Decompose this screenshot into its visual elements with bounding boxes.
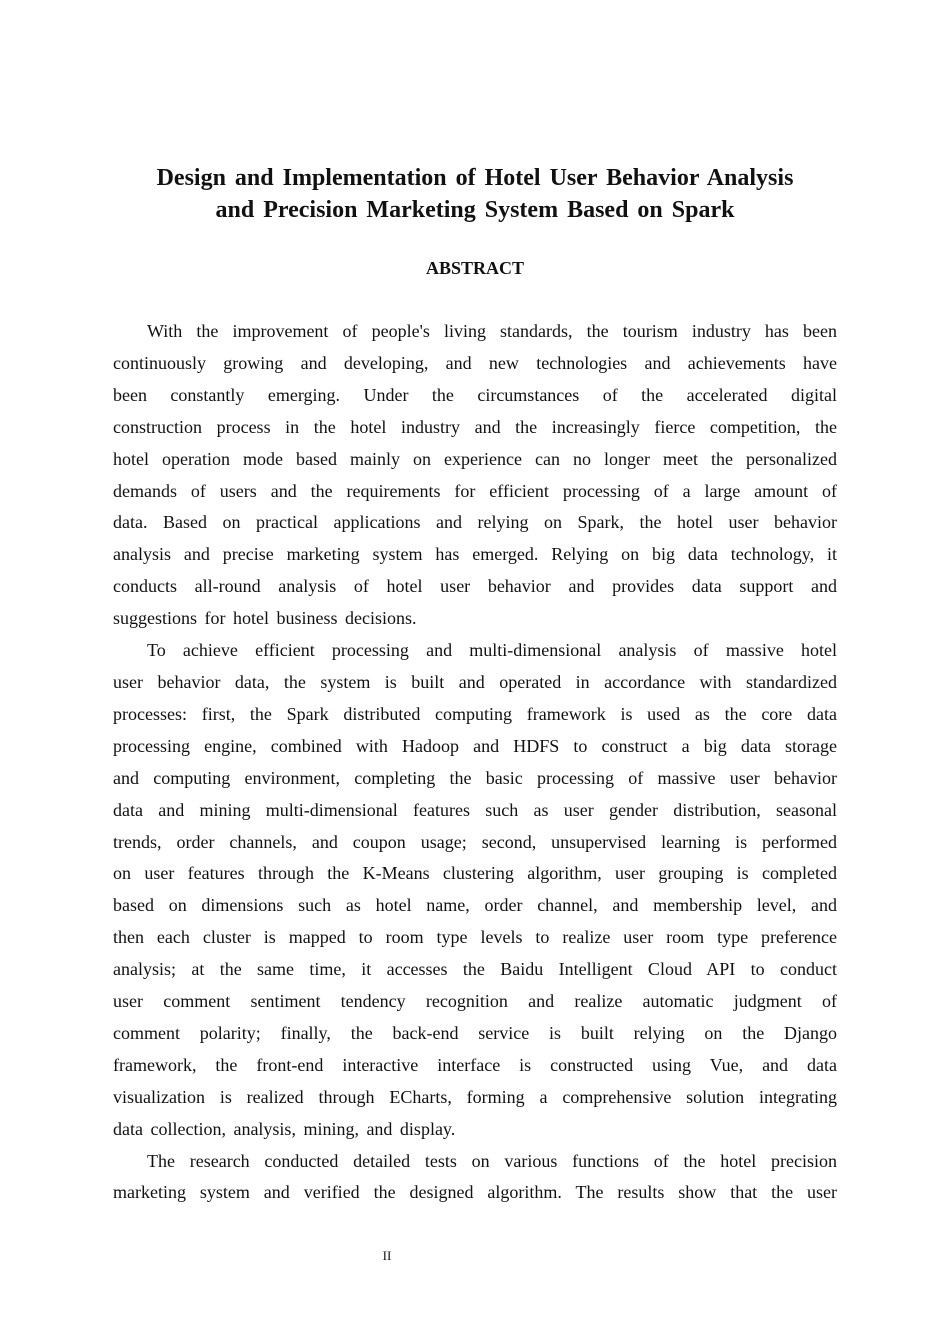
text-line: processes: first, the Spark distributed computing framework is used as the core data — [113, 703, 837, 724]
text-line: comment polarity; finally, the back-end service is built relying on the Django — [113, 1022, 837, 1043]
page-number: II — [382, 1248, 392, 1263]
paper-title-line-2: and Precision Marketing System Based on Spark — [215, 197, 735, 223]
text-line: hotel operation mode based mainly on experience can no longer meet the personalized — [113, 448, 837, 469]
text-line: data collection, analysis, mining, and display. — [113, 1118, 456, 1139]
text-line: data and mining multi-dimensional features such as user gender distribution, seasonal — [113, 799, 837, 820]
text-line: construction process in the hotel industry and the increasingly fierce competition, the — [113, 416, 837, 437]
text-line: then each cluster is mapped to room type levels to realize user room type preference — [113, 927, 837, 948]
abstract-paragraph-1 — [113, 316, 837, 635]
abstract-paragraph-2 — [113, 635, 837, 1146]
text-line: analysis and precise marketing system has emerged. Relying on big data technology, it — [113, 544, 837, 565]
text-line: demands of users and the requirements for efficient processing of a large amount of — [113, 480, 837, 501]
text-line: on user features through the K-Means clustering algorithm, user grouping is completed — [113, 863, 837, 884]
text-line: user comment sentiment tendency recognition and realize automatic judgment of — [113, 991, 837, 1012]
text-line: trends, order channels, and coupon usage; second, unsupervised learning is performed — [113, 831, 837, 852]
text-line: been constantly emerging. Under the circumstances of the accelerated digital — [113, 384, 837, 405]
text-line: continuously growing and developing, and new technologies and achievements have — [113, 352, 837, 373]
abstract-heading: ABSTRACT — [425, 258, 525, 278]
text-line: based on dimensions such as hotel name, order channel, and membership level, and — [113, 895, 837, 916]
abstract-body — [113, 316, 837, 1209]
text-line: To achieve efficient processing and multi-dimensional analysis of massive hotel — [147, 640, 837, 661]
text-line: visualization is realized through ECharts, forming a comprehensive solution integrating — [113, 1086, 837, 1107]
paper-title — [110, 162, 840, 226]
text-line: framework, the front-end interactive interface is constructed using Vue, and data — [113, 1054, 837, 1075]
text-line: suggestions for hotel business decisions. — [113, 608, 417, 629]
text-line: marketing system and verified the designed algorithm. The results show that the user — [113, 1182, 837, 1203]
text-line: With the improvement of people's living standards, the tourism industry has been — [147, 321, 837, 341]
text-line: data. Based on practical applications and relying on Spark, the hotel user behavior — [113, 512, 837, 533]
paper-title-line-1: Design and Implementation of Hotel User Behavior Analysis — [156, 165, 794, 191]
abstract-paragraph-3 — [113, 1146, 837, 1210]
text-line: conducts all-round analysis of hotel user behavior and provides data support and — [113, 576, 837, 597]
text-line: user behavior data, the system is built and operated in accordance with standardized — [113, 671, 837, 692]
text-line: processing engine, combined with Hadoop and HDFS to construct a big data storage — [113, 735, 837, 756]
text-line: and computing environment, completing the basic processing of massive user behavior — [113, 767, 837, 788]
text-line: The research conducted detailed tests on various functions of the hotel precision — [147, 1150, 837, 1171]
text-line: analysis; at the same time, it accesses the Baidu Intelligent Cloud API to conduct — [113, 959, 837, 980]
